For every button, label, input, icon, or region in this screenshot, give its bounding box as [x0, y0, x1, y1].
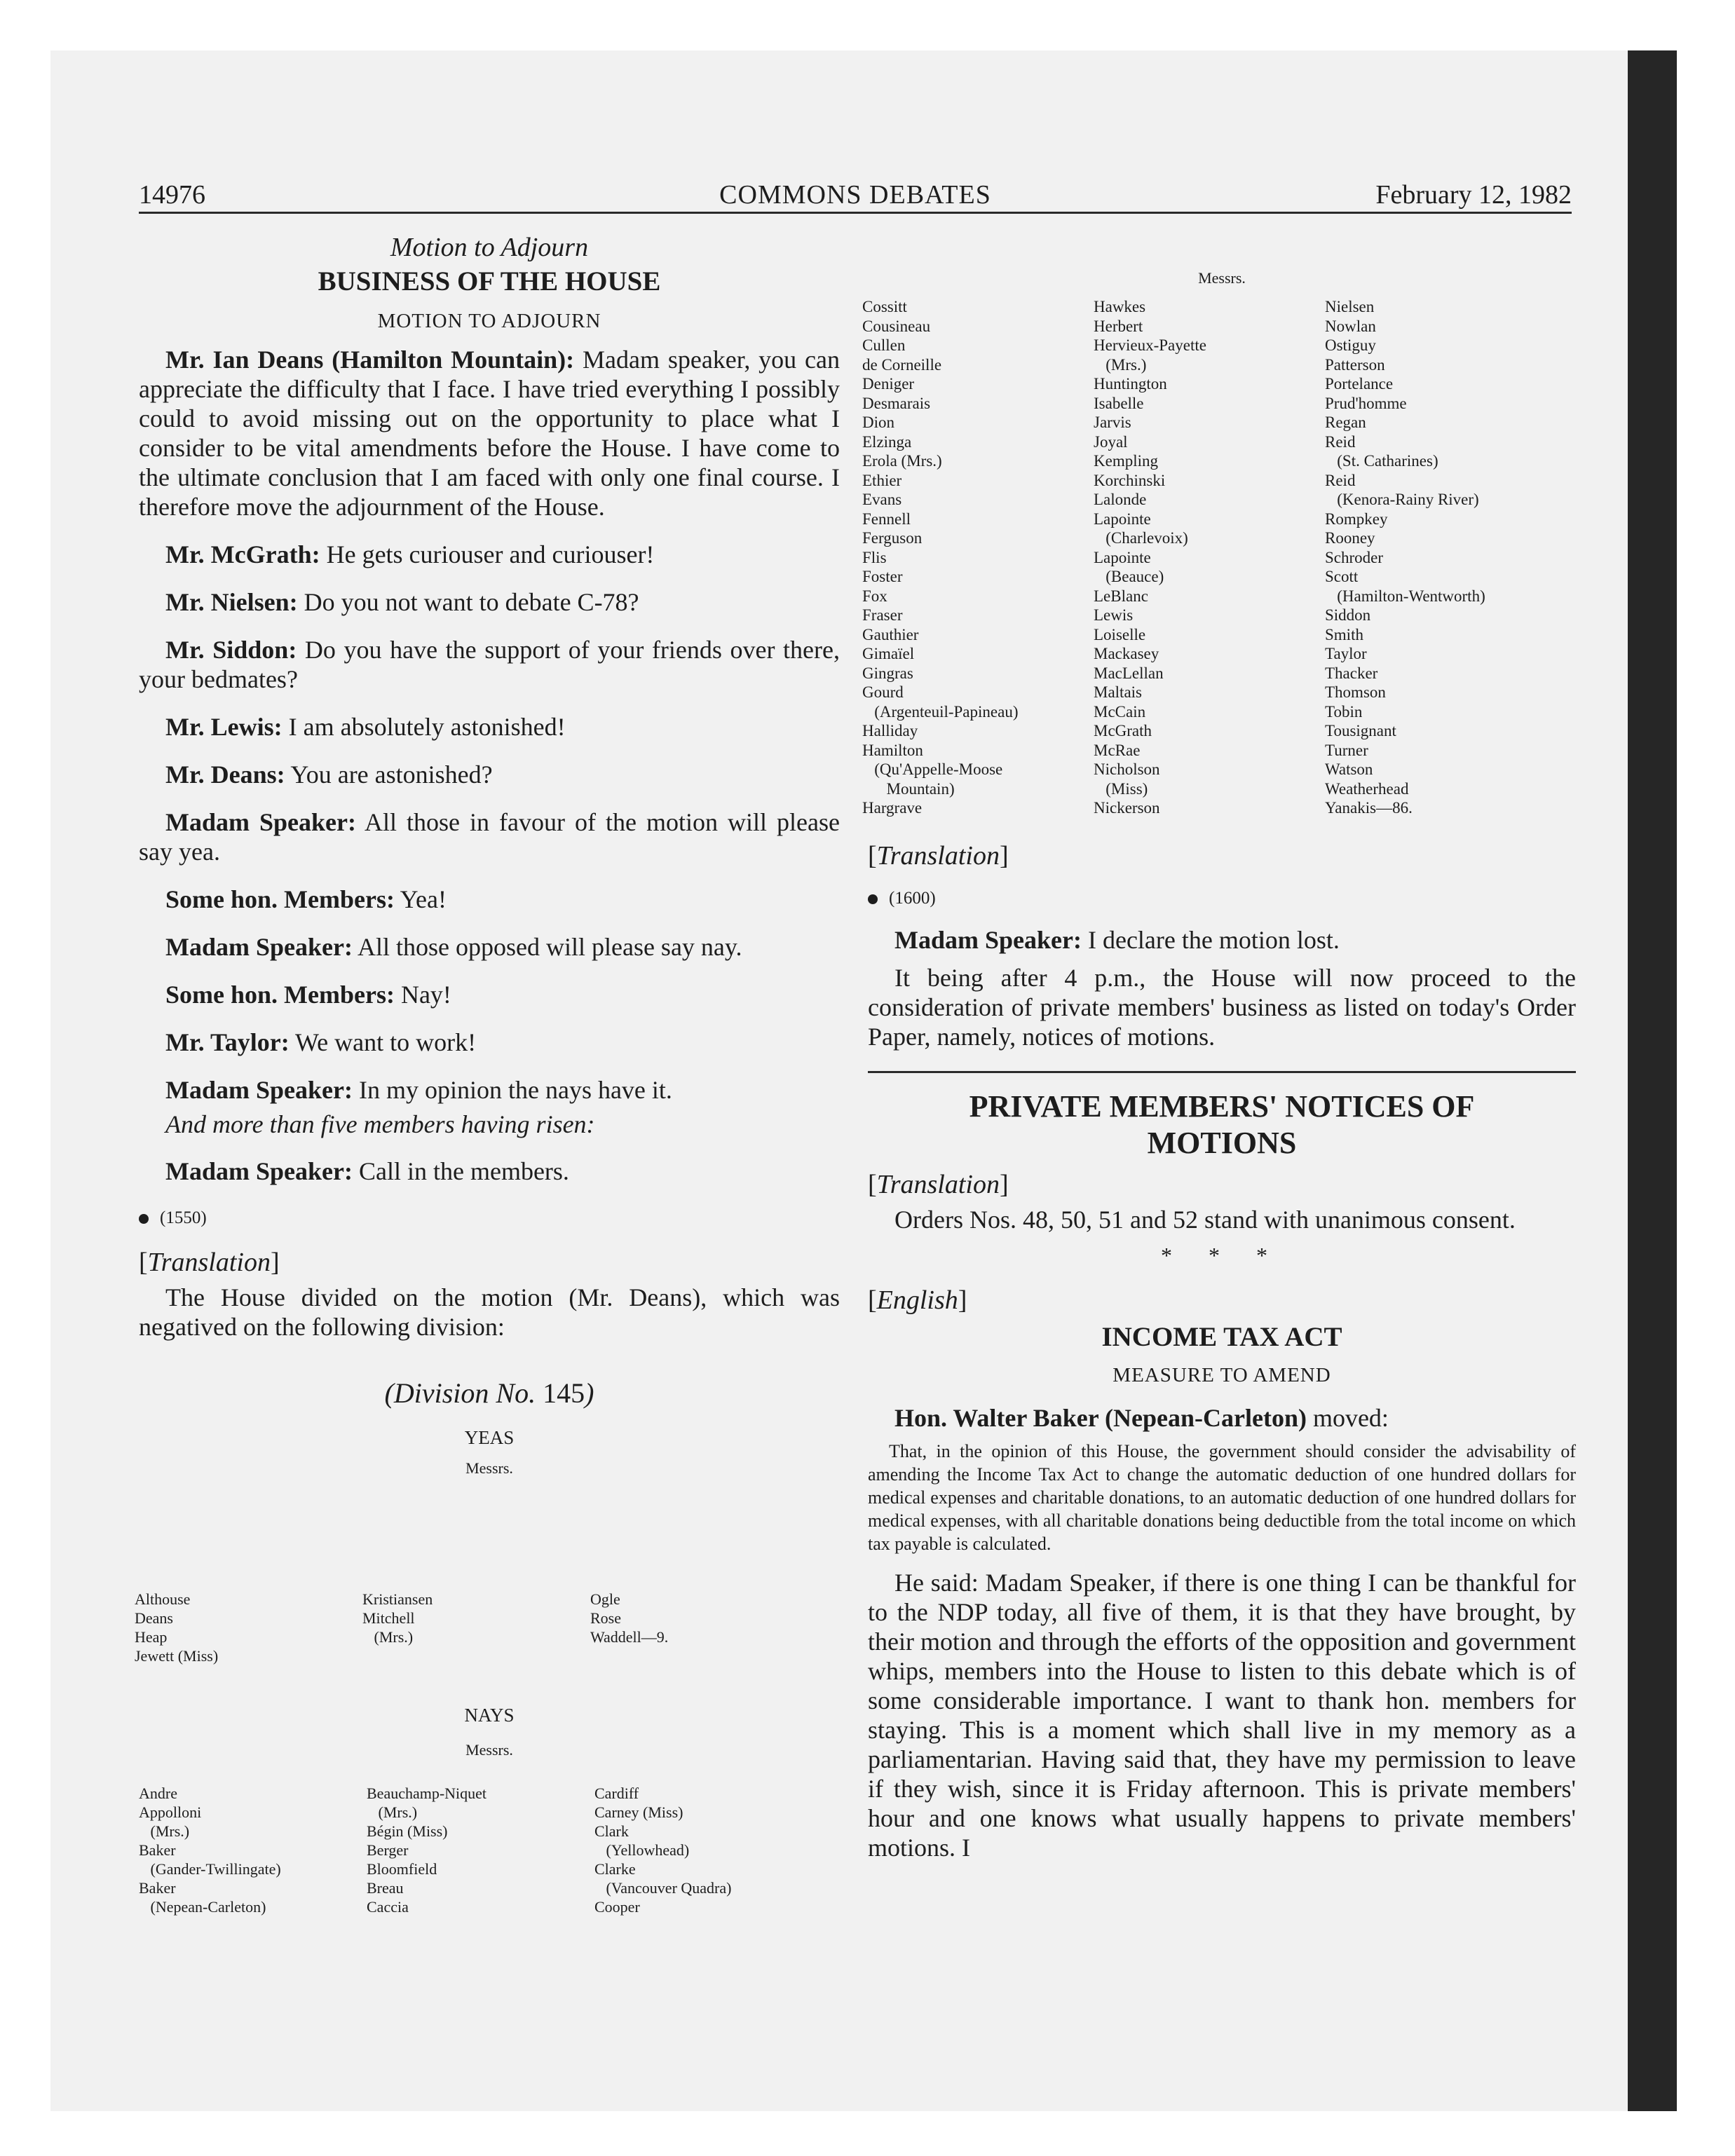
mover-verb: moved: [1306, 1404, 1389, 1432]
speaker-name: Madam Speaker: [165, 1076, 353, 1104]
speech-text: All those in favour of the motion will please say yea. [139, 808, 841, 866]
nays-column: Andre Appolloni (Mrs.) Baker (Gander-Twillingate) Baker (Nepean-Carleton) [139, 1785, 281, 1916]
english-tag: [English] [868, 1285, 967, 1315]
nays-label: NAYS [464, 1705, 515, 1726]
section-heading: BUSINESS OF THE HOUSE [318, 266, 661, 296]
running-head [139, 179, 1572, 214]
speaker-name: Mr. Lewis: [165, 713, 283, 741]
yeas-label: YEAS [464, 1427, 515, 1448]
messrs-label: Messrs. [1198, 269, 1246, 287]
speaker-name: Some hon. Members: [165, 981, 395, 1009]
mover-line [868, 1403, 1576, 1433]
speech-text: Call in the members. [352, 1157, 569, 1185]
speech-text: You are astonished? [285, 760, 493, 789]
speech-text: I declare the motion lost. [1081, 926, 1340, 954]
translation-tag-text: Translation [147, 1248, 271, 1277]
yeas-column: Althouse Deans Heap Jewett (Miss) [135, 1590, 219, 1665]
act-heading: INCOME TAX ACT [1101, 1322, 1342, 1352]
division-paragraph: The House divided on the motion (Mr. Deans), which was negatived on the following division: [139, 1283, 840, 1341]
bullet-icon [139, 1214, 149, 1224]
page-number: 14976 [139, 180, 205, 210]
messrs-label: Messrs. [465, 1459, 513, 1477]
heading-line: MOTIONS [1147, 1126, 1297, 1160]
speech-paragraph [139, 1075, 840, 1105]
scan-edge-bar [1628, 50, 1677, 2111]
translation-tag: [Translation] [868, 1170, 1009, 1199]
speech-text: He gets curiouser and curiouser! [320, 540, 655, 568]
speech-text: In my opinion the nays have it. [352, 1076, 672, 1104]
heading-line: PRIVATE MEMBERS' NOTICES OF [969, 1089, 1475, 1124]
speech-paragraph [139, 712, 840, 742]
speech-text: Do you not want to debate C-78? [297, 588, 639, 616]
yeas-column: Ogle Rose Waddell—9. [590, 1590, 669, 1646]
private-members-heading [868, 1089, 1576, 1161]
speaker-name: Mr. Siddon: [165, 636, 297, 664]
time-marker [139, 1207, 840, 1229]
speaker-name: Mr. Nielsen: [165, 588, 298, 616]
speaker-name: Mr. McGrath: [165, 540, 320, 568]
nays-column: Nielsen Nowlan Ostiguy Patterson Portelance Prud'homme Regan Reid (St. Catharines) Reid (Kenora-Rainy River) Rompkey Rooney Schroder Scott (Hamilton-Wentworth) Siddon Smith Taylor Thacker Thomson Tobin Tousignant Turner Watson Weatherhead Yanakis—86. [1325, 298, 1485, 817]
speech-paragraph [139, 885, 840, 914]
speech-paragraph [868, 925, 1576, 955]
speech-text: I am absolutely astonished! [282, 713, 566, 741]
speech-paragraph [139, 345, 840, 521]
nays-column: Cardiff Carney (Miss) Clark (Yellowhead) Clarke (Vancouver Quadra) Cooper [594, 1785, 732, 1916]
speech-text: Madam speaker, you can appreciate the difficulty that I face. I have tried everything I possibly could to avoid missing out on the opportunity to place what I consider to be vital amendments before the House. I have come to the ultimate conclusion that I am faced with only one final course. I therefore move the adjournment of the House. [139, 346, 840, 521]
nays-column: Beauchamp-Niquet (Mrs.) Bégin (Miss) Berger Bloomfield Breau Caccia [367, 1785, 487, 1916]
bullet-icon [868, 894, 878, 904]
speech-text: Yea! [394, 885, 447, 913]
left-column [139, 231, 840, 1479]
translation-tag: [Translation] [868, 841, 1009, 871]
messrs-label: Messrs. [465, 1741, 513, 1759]
speech-text: We want to work! [289, 1028, 477, 1056]
speech-paragraph [139, 587, 840, 617]
speech-paragraph [139, 807, 840, 866]
division-number: 145 [543, 1377, 585, 1409]
section-kicker: Motion to Adjourn [390, 233, 589, 262]
journal-title: COMMONS DEBATES [719, 180, 991, 210]
section-subheading: MOTION TO ADJOURN [377, 310, 601, 332]
yeas-list [135, 1590, 836, 1674]
division-title-label: Division No. [393, 1377, 543, 1409]
stage-direction: And more than five members having risen: [165, 1110, 595, 1138]
section-stars: * * * [1161, 1243, 1283, 1268]
nays-list-continued [862, 297, 1577, 817]
time-marker [868, 887, 1576, 910]
motion-text: That, in the opinion of this House, the government should consider the advisability of amending the Income Tax Act to change the automatic deduction of one hundred dollars for medical expenses and charitable donations, to an automatic deduction of one hundred dollars for medical expenses, with all charitable donations being deductible from the total income on which tax payable is calculated. [868, 1441, 1576, 1554]
speaker-name: Madam Speaker: [894, 926, 1082, 954]
speaker-name: Mr. Ian Deans (Hamilton Mountain): [165, 346, 575, 374]
speaker-name: Mr. Deans: [165, 760, 285, 789]
translation-tag: [Translation] [139, 1248, 280, 1277]
speech-paragraph [139, 760, 840, 789]
nays-list [139, 1784, 840, 1924]
speech-paragraph [139, 540, 840, 569]
speaker-name: Some hon. Members: [165, 885, 395, 913]
section-divider [868, 1071, 1576, 1073]
speech-paragraph: He said: Madam Speaker, if there is one thing I can be thankful for to the NDP today, all five of them, it is that they have brought, by their motion and through the efforts of the opposition and government whips, members into the House to listen to this debate which is of some considerable importance. I want to thank hon. members for staying. This is a moment which shall live in my memory as a parliamentarian. Having said that, they have my permission to leave if they wish, since it is Friday afternoon. This is private members' hour and one knows what usually happens to private members' motions. I [868, 1569, 1576, 1862]
english-tag-text: English [876, 1285, 958, 1315]
time-mark-text: (1600) [889, 889, 936, 908]
translation-tag-text: Translation [876, 1170, 1000, 1199]
speech-paragraph [139, 980, 840, 1009]
translation-tag-text: Translation [876, 841, 1000, 871]
division-title: (Division No. 145) [384, 1377, 594, 1409]
speech-paragraph [139, 1157, 840, 1186]
speech-text: Nay! [394, 981, 451, 1009]
speech-text: All those opposed will please say nay. [352, 933, 742, 961]
speech-paragraph [139, 635, 840, 694]
speaker-name: Madam Speaker: [165, 1157, 353, 1185]
time-mark-text: (1550) [160, 1208, 207, 1227]
yeas-column: Kristiansen Mitchell (Mrs.) [362, 1590, 433, 1646]
speech-paragraph [139, 932, 840, 962]
speech-text: Do you have the support of your friends over there, your bedmates? [139, 636, 841, 693]
mover-name: Hon. Walter Baker (Nepean-Carleton) [894, 1404, 1307, 1432]
speaker-name: Madam Speaker: [165, 933, 353, 961]
speaker-name: Mr. Taylor: [165, 1028, 290, 1056]
page-date: February 12, 1982 [1375, 180, 1572, 210]
right-column [868, 840, 1576, 1862]
orders-paragraph: Orders Nos. 48, 50, 51 and 52 stand with unanimous consent. [894, 1206, 1516, 1234]
act-subheading: MEASURE TO AMEND [1113, 1364, 1331, 1386]
announcement-paragraph: It being after 4 p.m., the House will now proceed to the consideration of private members' business as listed on today's Order Paper, namely, notices of motions. [868, 964, 1576, 1051]
speech-paragraph [139, 1028, 840, 1057]
nays-column: Hawkes Herbert Hervieux-Payette (Mrs.) Huntington Isabelle Jarvis Joyal Kempling Korchinski Lalonde Lapointe (Charlevoix) Lapointe (Beauce) LeBlanc Lewis Loiselle Mackasey MacLellan Maltais McCain McGrath McRae Nicholson (Miss) Nickerson [1094, 298, 1206, 817]
speaker-name: Madam Speaker: [165, 808, 356, 836]
nays-column: Cossitt Cousineau Cullen de Corneille Deniger Desmarais Dion Elzinga Erola (Mrs.) Ethier Evans Fennell Ferguson Flis Foster Fox Fraser Gauthier Gimaïel Gingras Gourd (Argenteuil-Papineau) Halliday Hamilton (Qu'Appelle-Moose Mountain) Hargrave [862, 298, 1019, 817]
